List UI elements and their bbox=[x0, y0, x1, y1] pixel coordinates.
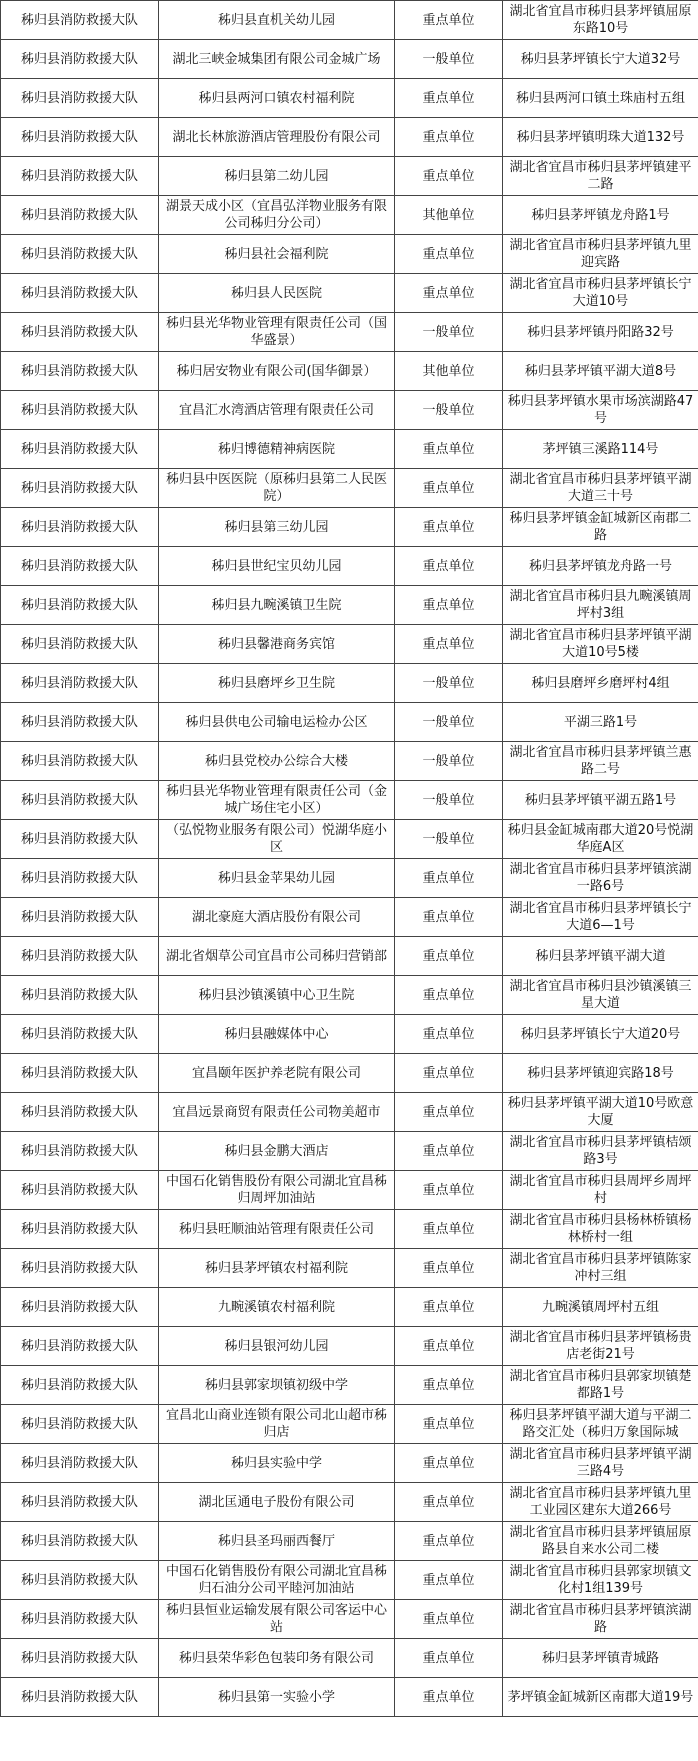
fire-brigade-cell: 秭归县消防救援大队 bbox=[1, 1600, 159, 1639]
unit-name-cell: 秭归县荣华彩色包装印务有限公司 bbox=[159, 1639, 395, 1678]
table-row bbox=[1, 1639, 698, 1678]
fire-brigade-cell: 秭归县消防救援大队 bbox=[1, 157, 159, 196]
fire-brigade-cell: 秭归县消防救援大队 bbox=[1, 469, 159, 508]
fire-brigade-cell: 秭归县消防救援大队 bbox=[1, 79, 159, 118]
unit-name-cell: 秭归博德精神病医院 bbox=[159, 430, 395, 469]
unit-name-cell: 宜昌远景商贸有限责任公司物美超市 bbox=[159, 1093, 395, 1132]
fire-brigade-cell: 秭归县消防救援大队 bbox=[1, 352, 159, 391]
unit-name-cell: 秭归县银河幼儿园 bbox=[159, 1327, 395, 1366]
fire-brigade-cell: 秭归县消防救援大队 bbox=[1, 1405, 159, 1444]
table-row bbox=[1, 1132, 698, 1171]
fire-brigade-cell: 秭归县消防救援大队 bbox=[1, 40, 159, 79]
unit-name-cell: 秭归县旺顺油站管理有限责任公司 bbox=[159, 1210, 395, 1249]
unit-level-cell: 一般单位 bbox=[395, 391, 503, 430]
fire-brigade-cell: 秭归县消防救援大队 bbox=[1, 1678, 159, 1717]
fire-brigade-cell: 秭归县消防救援大队 bbox=[1, 196, 159, 235]
address-cell: 秭归县茅坪镇明珠大道132号 bbox=[503, 118, 698, 157]
address-cell: 秭归县茅坪镇平湖大道与平湖二路交汇处（秭归万象国际城 bbox=[503, 1405, 698, 1444]
fire-brigade-cell: 秭归县消防救援大队 bbox=[1, 1132, 159, 1171]
address-cell: 湖北省宜昌市秭归县茅坪镇建平二路 bbox=[503, 157, 698, 196]
address-cell: 茅坪镇三溪路114号 bbox=[503, 430, 698, 469]
unit-level-cell: 一般单位 bbox=[395, 664, 503, 703]
unit-level-cell: 重点单位 bbox=[395, 274, 503, 313]
fire-brigade-cell: 秭归县消防救援大队 bbox=[1, 1249, 159, 1288]
address-cell: 湖北省宜昌市秭归县茅坪镇长宁大道6—1号 bbox=[503, 898, 698, 937]
unit-name-cell: 宜昌北山商业连锁有限公司北山超市秭归店 bbox=[159, 1405, 395, 1444]
fire-brigade-cell: 秭归县消防救援大队 bbox=[1, 1483, 159, 1522]
table-row bbox=[1, 1327, 698, 1366]
unit-name-cell: 秭归县第三幼儿园 bbox=[159, 508, 395, 547]
unit-name-cell: 秭归县世纪宝贝幼儿园 bbox=[159, 547, 395, 586]
unit-level-cell: 一般单位 bbox=[395, 742, 503, 781]
address-cell: 秭归县茅坪镇龙舟路一号 bbox=[503, 547, 698, 586]
table-row bbox=[1, 196, 698, 235]
unit-level-cell: 重点单位 bbox=[395, 625, 503, 664]
address-cell: 秭归县磨坪乡磨坪村4组 bbox=[503, 664, 698, 703]
fire-brigade-cell: 秭归县消防救援大队 bbox=[1, 1171, 159, 1210]
table-row bbox=[1, 1522, 698, 1561]
unit-level-cell: 重点单位 bbox=[395, 1561, 503, 1600]
table-row bbox=[1, 235, 698, 274]
table-row bbox=[1, 1288, 698, 1327]
table-row bbox=[1, 1483, 698, 1522]
table-row bbox=[1, 430, 698, 469]
unit-name-cell: 秭归县供电公司输电运检办公区 bbox=[159, 703, 395, 742]
fire-brigade-cell: 秭归县消防救援大队 bbox=[1, 1366, 159, 1405]
unit-level-cell: 其他单位 bbox=[395, 352, 503, 391]
fire-brigade-cell: 秭归县消防救援大队 bbox=[1, 1288, 159, 1327]
unit-level-cell: 重点单位 bbox=[395, 1522, 503, 1561]
address-cell: 湖北省宜昌市秭归县茅坪镇长宁大道10号 bbox=[503, 274, 698, 313]
fire-brigade-cell: 秭归县消防救援大队 bbox=[1, 547, 159, 586]
unit-name-cell: 宜昌颐年医护养老院有限公司 bbox=[159, 1054, 395, 1093]
fire-brigade-cell: 秭归县消防救援大队 bbox=[1, 430, 159, 469]
unit-level-cell: 重点单位 bbox=[395, 1405, 503, 1444]
unit-level-cell: 重点单位 bbox=[395, 1600, 503, 1639]
unit-name-cell: 秭归县磨坪乡卫生院 bbox=[159, 664, 395, 703]
table-row bbox=[1, 703, 698, 742]
unit-level-cell: 重点单位 bbox=[395, 469, 503, 508]
unit-level-cell: 其他单位 bbox=[395, 196, 503, 235]
fire-brigade-cell: 秭归县消防救援大队 bbox=[1, 937, 159, 976]
table-row bbox=[1, 859, 698, 898]
unit-level-cell: 重点单位 bbox=[395, 235, 503, 274]
fire-brigade-cell: 秭归县消防救援大队 bbox=[1, 664, 159, 703]
table-row bbox=[1, 1561, 698, 1600]
unit-level-cell: 重点单位 bbox=[395, 508, 503, 547]
unit-level-cell: 重点单位 bbox=[395, 976, 503, 1015]
unit-level-cell: 重点单位 bbox=[395, 1249, 503, 1288]
fire-brigade-cell: 秭归县消防救援大队 bbox=[1, 1522, 159, 1561]
unit-level-cell: 重点单位 bbox=[395, 1093, 503, 1132]
unit-level-cell: 一般单位 bbox=[395, 781, 503, 820]
unit-level-cell: 一般单位 bbox=[395, 313, 503, 352]
fire-brigade-cell: 秭归县消防救援大队 bbox=[1, 1639, 159, 1678]
address-cell: 湖北省宜昌市秭归县茅坪镇平湖大道三十号 bbox=[503, 469, 698, 508]
address-cell: 秭归县茅坪镇龙舟路1号 bbox=[503, 196, 698, 235]
address-cell: 湖北省宜昌市秭归县茅坪镇杨贵店老街21号 bbox=[503, 1327, 698, 1366]
address-cell: 九畹溪镇周坪村五组 bbox=[503, 1288, 698, 1327]
table-row bbox=[1, 1600, 698, 1639]
table-row bbox=[1, 820, 698, 859]
address-cell: 秭归县金缸城南郡大道20号悦湖华庭A区 bbox=[503, 820, 698, 859]
address-cell: 秭归县茅坪镇平湖大道8号 bbox=[503, 352, 698, 391]
table-row bbox=[1, 118, 698, 157]
table-row bbox=[1, 1093, 698, 1132]
address-cell: 湖北省宜昌市秭归县茅坪镇陈家冲村三组 bbox=[503, 1249, 698, 1288]
table-row bbox=[1, 313, 698, 352]
unit-level-cell: 重点单位 bbox=[395, 1288, 503, 1327]
table-row bbox=[1, 1054, 698, 1093]
address-cell: 湖北省宜昌市秭归县茅坪镇兰惠路二号 bbox=[503, 742, 698, 781]
table-row bbox=[1, 547, 698, 586]
fire-brigade-cell: 秭归县消防救援大队 bbox=[1, 1210, 159, 1249]
unit-name-cell: 秭归县两河口镇农村福利院 bbox=[159, 79, 395, 118]
address-cell: 湖北省宜昌市秭归县茅坪镇平湖三路4号 bbox=[503, 1444, 698, 1483]
unit-name-cell: 湖景天成小区（宜昌弘洋物业服务有限公司秭归分公司） bbox=[159, 196, 395, 235]
unit-level-cell: 重点单位 bbox=[395, 547, 503, 586]
unit-name-cell: 秭归县圣玛丽西餐厅 bbox=[159, 1522, 395, 1561]
address-cell: 湖北省宜昌市秭归县郭家坝镇文化村1组139号 bbox=[503, 1561, 698, 1600]
unit-level-cell: 重点单位 bbox=[395, 898, 503, 937]
unit-level-cell: 重点单位 bbox=[395, 1639, 503, 1678]
table-row bbox=[1, 1210, 698, 1249]
unit-level-cell: 重点单位 bbox=[395, 1366, 503, 1405]
address-cell: 秭归县茅坪镇长宁大道20号 bbox=[503, 1015, 698, 1054]
address-cell: 湖北省宜昌市秭归县茅坪镇滨湖路 bbox=[503, 1600, 698, 1639]
unit-name-cell: 秭归县九畹溪镇卫生院 bbox=[159, 586, 395, 625]
fire-brigade-cell: 秭归县消防救援大队 bbox=[1, 976, 159, 1015]
unit-level-cell: 重点单位 bbox=[395, 1444, 503, 1483]
address-cell: 湖北省宜昌市秭归县茅坪镇屈原东路10号 bbox=[503, 1, 698, 40]
table-row bbox=[1, 274, 698, 313]
fire-brigade-cell: 秭归县消防救援大队 bbox=[1, 1561, 159, 1600]
table-row bbox=[1, 469, 698, 508]
table-row bbox=[1, 1405, 698, 1444]
unit-name-cell: 秭归县直机关幼儿园 bbox=[159, 1, 395, 40]
unit-name-cell: （弘悦物业服务有限公司）悦湖华庭小区 bbox=[159, 820, 395, 859]
address-cell: 秭归县茅坪镇金缸城新区南郡二路 bbox=[503, 508, 698, 547]
unit-level-cell: 重点单位 bbox=[395, 118, 503, 157]
table-row bbox=[1, 1249, 698, 1288]
unit-level-cell: 重点单位 bbox=[395, 1483, 503, 1522]
table-row bbox=[1, 79, 698, 118]
unit-level-cell: 重点单位 bbox=[395, 1171, 503, 1210]
address-cell: 茅坪镇金缸城新区南郡大道19号 bbox=[503, 1678, 698, 1717]
address-cell: 秭归县茅坪镇长宁大道32号 bbox=[503, 40, 698, 79]
address-cell: 湖北省宜昌市秭归县九畹溪镇周坪村3组 bbox=[503, 586, 698, 625]
address-cell: 湖北省宜昌市秭归县茅坪镇九里工业园区建东大道266号 bbox=[503, 1483, 698, 1522]
unit-name-cell: 中国石化销售股份有限公司湖北宜昌秭归石油分公司平睦河加油站 bbox=[159, 1561, 395, 1600]
fire-brigade-cell: 秭归县消防救援大队 bbox=[1, 586, 159, 625]
fire-brigade-cell: 秭归县消防救援大队 bbox=[1, 625, 159, 664]
fire-brigade-cell: 秭归县消防救援大队 bbox=[1, 859, 159, 898]
table-row bbox=[1, 664, 698, 703]
address-cell: 秭归县茅坪镇迎宾路18号 bbox=[503, 1054, 698, 1093]
unit-name-cell: 秭归县金苹果幼儿园 bbox=[159, 859, 395, 898]
unit-name-cell: 秭归县第一实验小学 bbox=[159, 1678, 395, 1717]
fire-brigade-cell: 秭归县消防救援大队 bbox=[1, 820, 159, 859]
unit-name-cell: 秭归县光华物业管理有限责任公司（国华盛景） bbox=[159, 313, 395, 352]
unit-level-cell: 重点单位 bbox=[395, 1015, 503, 1054]
fire-brigade-cell: 秭归县消防救援大队 bbox=[1, 1054, 159, 1093]
fire-brigade-cell: 秭归县消防救援大队 bbox=[1, 391, 159, 430]
address-cell: 秭归县茅坪镇水果市场滨湖路47号 bbox=[503, 391, 698, 430]
table-row bbox=[1, 781, 698, 820]
address-cell: 秭归县茅坪镇青城路 bbox=[503, 1639, 698, 1678]
unit-level-cell: 一般单位 bbox=[395, 40, 503, 79]
fire-brigade-cell: 秭归县消防救援大队 bbox=[1, 1015, 159, 1054]
table-row bbox=[1, 937, 698, 976]
table-row bbox=[1, 1366, 698, 1405]
table-row bbox=[1, 742, 698, 781]
table-row bbox=[1, 40, 698, 79]
address-cell: 平湖三路1号 bbox=[503, 703, 698, 742]
unit-name-cell: 秭归县恒业运输发展有限公司客运中心站 bbox=[159, 1600, 395, 1639]
table-row bbox=[1, 898, 698, 937]
unit-level-cell: 一般单位 bbox=[395, 703, 503, 742]
table-row bbox=[1, 391, 698, 430]
unit-name-cell: 秭归县光华物业管理有限责任公司（金城广场住宅小区） bbox=[159, 781, 395, 820]
unit-name-cell: 秭归县党校办公综合大楼 bbox=[159, 742, 395, 781]
table-row bbox=[1, 352, 698, 391]
unit-level-cell: 重点单位 bbox=[395, 1210, 503, 1249]
address-cell: 湖北省宜昌市秭归县茅坪镇屈原路县自来水公司二楼 bbox=[503, 1522, 698, 1561]
table-row bbox=[1, 157, 698, 196]
fire-brigade-cell: 秭归县消防救援大队 bbox=[1, 274, 159, 313]
fire-brigade-cell: 秭归县消防救援大队 bbox=[1, 1093, 159, 1132]
address-cell: 湖北省宜昌市秭归县茅坪镇平湖大道10号5楼 bbox=[503, 625, 698, 664]
fire-brigade-cell: 秭归县消防救援大队 bbox=[1, 313, 159, 352]
table-row bbox=[1, 1, 698, 40]
fire-brigade-cell: 秭归县消防救援大队 bbox=[1, 1327, 159, 1366]
fire-brigade-cell: 秭归县消防救援大队 bbox=[1, 1444, 159, 1483]
fire-brigade-cell: 秭归县消防救援大队 bbox=[1, 508, 159, 547]
table-row bbox=[1, 1171, 698, 1210]
fire-brigade-cell: 秭归县消防救援大队 bbox=[1, 1, 159, 40]
unit-name-cell: 秭归县第二幼儿园 bbox=[159, 157, 395, 196]
unit-name-cell: 秭归县社会福利院 bbox=[159, 235, 395, 274]
unit-name-cell: 湖北豪庭大酒店股份有限公司 bbox=[159, 898, 395, 937]
address-cell: 湖北省宜昌市秭归县茅坪镇九里迎宾路 bbox=[503, 235, 698, 274]
unit-level-cell: 重点单位 bbox=[395, 1132, 503, 1171]
table-row bbox=[1, 586, 698, 625]
unit-name-cell: 中国石化销售股份有限公司湖北宜昌秭归周坪加油站 bbox=[159, 1171, 395, 1210]
table-row bbox=[1, 508, 698, 547]
address-cell: 秭归县茅坪镇平湖大道10号欧意大厦 bbox=[503, 1093, 698, 1132]
unit-name-cell: 湖北长林旅游酒店管理股份有限公司 bbox=[159, 118, 395, 157]
table-row bbox=[1, 1444, 698, 1483]
fire-brigade-cell: 秭归县消防救援大队 bbox=[1, 742, 159, 781]
unit-name-cell: 湖北省烟草公司宜昌市公司秭归营销部 bbox=[159, 937, 395, 976]
unit-name-cell: 秭归县中医医院（原秭归县第二人民医院） bbox=[159, 469, 395, 508]
unit-level-cell: 重点单位 bbox=[395, 859, 503, 898]
unit-name-cell: 九畹溪镇农村福利院 bbox=[159, 1288, 395, 1327]
unit-level-cell: 重点单位 bbox=[395, 79, 503, 118]
table-row bbox=[1, 1678, 698, 1717]
unit-name-cell: 秭归县茅坪镇农村福利院 bbox=[159, 1249, 395, 1288]
unit-level-cell: 重点单位 bbox=[395, 1327, 503, 1366]
unit-table-body bbox=[1, 1, 698, 1717]
address-cell: 湖北省宜昌市秭归县茅坪镇滨湖一路6号 bbox=[503, 859, 698, 898]
unit-name-cell: 秭归县融媒体中心 bbox=[159, 1015, 395, 1054]
unit-level-cell: 重点单位 bbox=[395, 586, 503, 625]
address-cell: 秭归县茅坪镇丹阳路32号 bbox=[503, 313, 698, 352]
fire-brigade-cell: 秭归县消防救援大队 bbox=[1, 235, 159, 274]
address-cell: 秭归县茅坪镇平湖五路1号 bbox=[503, 781, 698, 820]
table-row bbox=[1, 976, 698, 1015]
address-cell: 秭归县两河口镇土珠庙村五组 bbox=[503, 79, 698, 118]
unit-level-cell: 重点单位 bbox=[395, 937, 503, 976]
table-row bbox=[1, 625, 698, 664]
unit-name-cell: 湖北三峡金城集团有限公司金城广场 bbox=[159, 40, 395, 79]
fire-brigade-cell: 秭归县消防救援大队 bbox=[1, 118, 159, 157]
unit-name-cell: 湖北匡通电子股份有限公司 bbox=[159, 1483, 395, 1522]
unit-name-cell: 秭归县实验中学 bbox=[159, 1444, 395, 1483]
unit-level-cell: 重点单位 bbox=[395, 1678, 503, 1717]
unit-level-cell: 一般单位 bbox=[395, 820, 503, 859]
unit-level-cell: 重点单位 bbox=[395, 1054, 503, 1093]
address-cell: 湖北省宜昌市秭归县沙镇溪镇三星大道 bbox=[503, 976, 698, 1015]
unit-name-cell: 秭归县人民医院 bbox=[159, 274, 395, 313]
fire-brigade-cell: 秭归县消防救援大队 bbox=[1, 781, 159, 820]
unit-level-cell: 重点单位 bbox=[395, 157, 503, 196]
address-cell: 湖北省宜昌市秭归县杨林桥镇杨林桥村一组 bbox=[503, 1210, 698, 1249]
address-cell: 湖北省宜昌市秭归县周坪乡周坪村 bbox=[503, 1171, 698, 1210]
unit-name-cell: 秭归县馨港商务宾馆 bbox=[159, 625, 395, 664]
unit-name-cell: 秭归县沙镇溪镇中心卫生院 bbox=[159, 976, 395, 1015]
address-cell: 湖北省宜昌市秭归县茅坪镇桔颂路3号 bbox=[503, 1132, 698, 1171]
unit-name-cell: 秭归县郭家坝镇初级中学 bbox=[159, 1366, 395, 1405]
table-row bbox=[1, 1015, 698, 1054]
address-cell: 秭归县茅坪镇平湖大道 bbox=[503, 937, 698, 976]
fire-brigade-cell: 秭归县消防救援大队 bbox=[1, 703, 159, 742]
unit-name-cell: 秭归居安物业有限公司(国华御景） bbox=[159, 352, 395, 391]
unit-level-cell: 重点单位 bbox=[395, 1, 503, 40]
unit-name-cell: 宜昌汇水湾酒店管理有限责任公司 bbox=[159, 391, 395, 430]
fire-brigade-cell: 秭归县消防救援大队 bbox=[1, 898, 159, 937]
unit-name-cell: 秭归县金鹏大酒店 bbox=[159, 1132, 395, 1171]
unit-level-cell: 重点单位 bbox=[395, 430, 503, 469]
address-cell: 湖北省宜昌市秭归县郭家坝镇楚都路1号 bbox=[503, 1366, 698, 1405]
